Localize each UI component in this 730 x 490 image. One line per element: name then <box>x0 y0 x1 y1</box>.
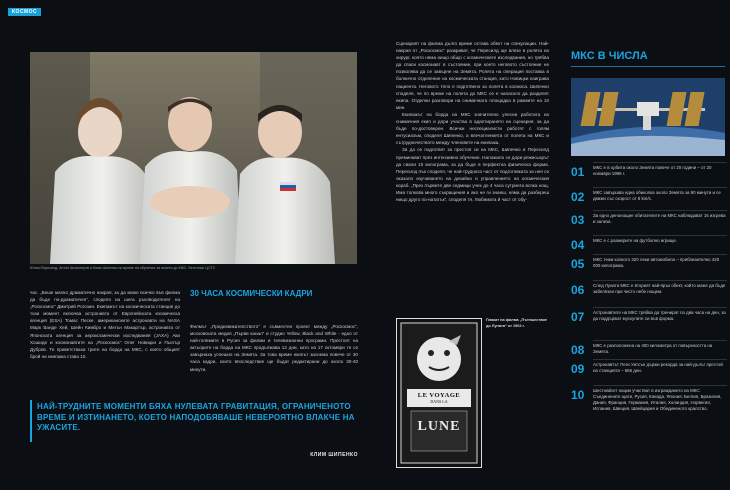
stat-divider <box>593 254 727 255</box>
quote-author: КЛИМ ШИПЕНКО <box>310 452 358 458</box>
stat-text: Шестнайсет нации участват в изграждането на МКС: Съединените щати, Русия, Канада, Япония, Белгия, Бразилия, Дания, Франция, Германия, Италия, Холандия, Норвегия, Испания, Швеция, Швейцария и Обединеното кралство. <box>593 388 722 411</box>
poster-caption: Плакат на филма „Пътешествие до Луната“ от 1902 г. <box>486 318 547 328</box>
stat-text: Астронавтите на МКС трябва да тренират по два часа на ден, за да поддържат мускулите си във форма. <box>593 310 726 321</box>
poster-title-line3: LUNE <box>417 419 461 434</box>
stat-divider <box>593 162 727 163</box>
stat-text: МКС тежи колкото 320 леки автомобила – приблизително 420 000 килограма. <box>593 257 720 268</box>
iss-illustration <box>571 78 725 156</box>
stat-text: МКС е разположена на 400 километра от повърхността на Земята. <box>593 343 713 354</box>
stat-number: 05 <box>571 257 585 271</box>
stat-number: 07 <box>571 310 585 324</box>
article-paragraph: Екипажът на борда на МКС значително улесни работата на снимачния екип и дори участва в адаптирането на сценария, за да бъде по-достоверен. Всички неспециалисти работят с голям ентусиазъм, споделя Шипенко, а впечатленията от полета на МКС и сътрудничеството между членовете на екипажа. <box>396 111 549 146</box>
stat-text: МКС е в орбита около Земята повече от 20 години – от 20 ноември 1998 г. <box>593 165 712 176</box>
stat-divider <box>593 187 727 188</box>
quote-accent-bar <box>30 400 32 442</box>
article-paragraph: За да се подготвят за престоя си на МКС, Шипенко и Пересилд преминават през интензивно обучение. Наложило се дори режисьорът да свали 15 килограма, за да бъде в перфектна физическа форма. Пересилд пък споделя, че най-трудната част от подготовката за нея се оказало изучаването на дизайна и управлението на космическия кораб. „През първите две седмици учех до 4 часа сутринта всяка нощ. Има толкова много съкращения и ако не ги знаеш, няма да разбереш нищо друго по-нататък“, споделя тя. Любимата й част от обу- <box>396 147 549 203</box>
stat-divider <box>593 359 727 360</box>
stat-text: МКС е с размерите на футболно игрище. <box>593 238 677 243</box>
stat-number: 03 <box>571 213 585 227</box>
stat-number: 01 <box>571 165 585 179</box>
poster-title-line2: DANS LA <box>430 399 448 404</box>
divider <box>571 66 725 67</box>
stat-number: 09 <box>571 362 585 376</box>
stat-divider <box>593 307 727 308</box>
stat-text: След Луната МКС е вторият най-ярък обект, който може да бъде забелязан при чисто небе нощем. <box>593 283 726 294</box>
section-heading-kadri: 30 ЧАСА КОСМИЧЕСКИ КАДРИ <box>190 289 313 298</box>
stat-text: За едно денонощие обитателите на МКС наблюдават 16 изгрева и залеза. <box>593 213 726 224</box>
section-tag: КОСМОС <box>8 8 41 16</box>
article-column-1: час. „Беше малко драматично накрая, за да може всичко във филма да бъде по-драматичен“, споделя на шега ръководителят на „Роскосмос“ Дмитрий Рогозин. Екипажът на космическата станция до този момент включва астронавта от Европейската космическа агенция (ESA) Томас Песке, американските астронавти на NASA Марк Ванде Хей, Шейн Кимбро и Мегън Макартър, астронавта от Японската агенция за аерокосмически изследвания (JAXA) Аки Хошиде и космонавтите на „Роскосмос“ Олег Новицки и Пьотър Дубров. Те приветстваха трите на борда на МКС, с което общият брой на екипажа става 10. <box>30 290 180 359</box>
stat-number: 02 <box>571 190 585 204</box>
stat-divider <box>593 210 727 211</box>
stat-divider <box>593 280 727 281</box>
stat-number: 06 <box>571 283 585 297</box>
pull-quote: НАЙ-ТРУДНИТЕ МОМЕНТИ БЯХА НУЛЕВАТА ГРАВИТАЦИЯ, ОГРАНИЧЕНОТО ВРЕМЕ И ИЗТИНАНЕТО, КОЕТО НАПОДОБЯВАШЕ НЕВЕРОЯТНО ВЛАКЧЕ НА УЖАСИТЕ. <box>37 402 355 432</box>
cosmonauts-photo <box>30 52 357 264</box>
article-column-3 <box>396 40 549 203</box>
film-poster <box>396 318 482 468</box>
mks-numbers-title: МКС В ЧИСЛА <box>571 50 648 62</box>
stat-text: Астронавтът Пеги Уитсън държи рекорда за най-дълъг престой на станцията – 665 дни. <box>593 362 723 373</box>
stat-text: МКС завършва една обиколка около Земята за 90 минути и се движи със скорост от 8 km/s. <box>593 190 721 201</box>
stat-divider <box>593 235 727 236</box>
photo-caption: Юлия Пересилд, Антон Шкаплеров и Клим Шипенко по време на обучение за полета до МКС. Източник: ЦСТС <box>30 266 216 270</box>
stat-number: 04 <box>571 238 585 252</box>
stat-divider <box>593 340 727 341</box>
cosmonauts-illustration <box>30 52 357 264</box>
stat-number: 08 <box>571 343 585 357</box>
poster-title-line1: LE VOYAGE <box>417 392 461 399</box>
article-column-2: Филмът „Предизвикателството“ е съвместен проект между „Роскосмос“, московската медия „Първи канал“ и студио Yellow, Black and White - едно от най-големите в Русия за филми и телевизионни програми. Престоят на актьорите на борда на МКС продължава 12 дни, като на 17 октомври те се завърнаха успешно на Земята. За това време екипът заснема повече от 30 часа кадри, които впоследствие ще бъдат редактирани до около 30-40 минути. <box>190 324 358 372</box>
iss-image <box>571 78 725 156</box>
stat-number: 10 <box>571 388 585 402</box>
article-paragraph: Сценарият на филма дълго време остава обект на спекулации. Най-накрая от „Роскосмос“ разкриват, че Пересилд ще влезе в ролята на хирург, която няма нищо общо с космическите изследвания, но трябва да спаси космонавт в състояние, при което неговото състояние не позволява да се завърне на Земята. Ролята на операция поставка в болнично отделение на космическата станция, като Новицки изиграва пациента. Неговото тяло е подготвено за полета в космоса. Шипенко споделя, че по време на полета до МКС се е налагало да разделят екипа. Отделни разговори на снимачната площадка в рамките на 10 мин. <box>396 41 549 110</box>
stat-divider <box>593 385 727 386</box>
